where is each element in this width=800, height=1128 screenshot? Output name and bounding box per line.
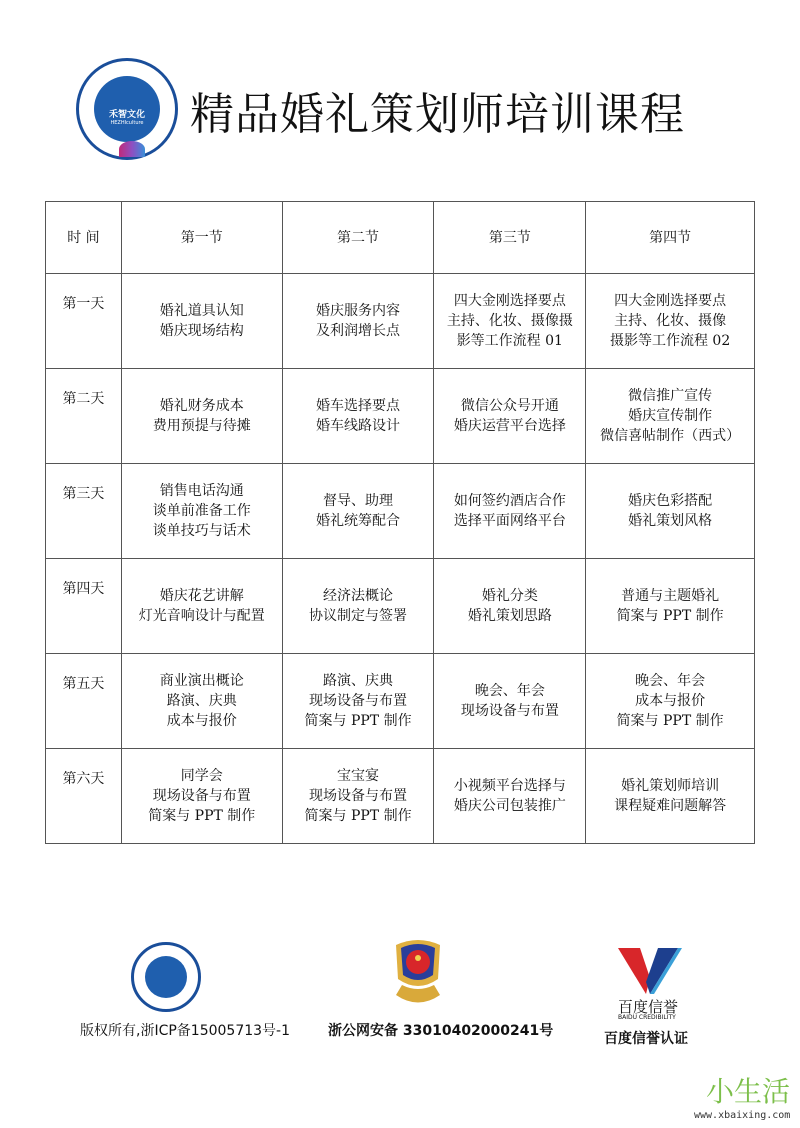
watermark-text: 小生活 [706,1075,791,1108]
day-label: 第四天 [46,559,122,654]
police-badge-icon [388,935,448,1007]
table-row [46,654,755,749]
session-cell: 婚庆色彩搭配 婚礼策划风格 [586,464,755,559]
session-cell: 婚礼分类 婚礼策划思路 [434,559,586,654]
footer-company-logo [131,942,201,1012]
day-label: 第三天 [46,464,122,559]
baidu-credibility-logo-icon [618,948,682,994]
watermark-url: www.xbaixing.com [694,1110,791,1121]
session-cell: 小视频平台选择与 婚庆公司包装推广 [434,749,586,844]
table-row [46,559,755,654]
session-cell: 宝宝宴 现场设备与布置 简案与 PPT 制作 [282,749,434,844]
session-cell: 普通与主题婚礼 简案与 PPT 制作 [586,559,755,654]
copyright-text: 版权所有,浙ICP备15005713号-1 [80,1023,291,1039]
session-cell: 婚礼道具认知 婚庆现场结构 [121,274,282,369]
session-cell: 微信推广宣传 婚庆宣传制作 微信喜帖制作（西式） [586,369,755,464]
watermark [668,1070,790,1121]
day-label: 第二天 [46,369,122,464]
column-header: 第一节 [121,202,282,274]
session-cell: 销售电话沟通 谈单前准备工作 谈单技巧与话术 [121,464,282,559]
column-header: 第二节 [282,202,434,274]
session-cell: 四大金刚选择要点 主持、化妆、摄像 摄影等工作流程 02 [586,274,755,369]
day-label: 第五天 [46,654,122,749]
session-cell: 督导、助理 婚礼统筹配合 [282,464,434,559]
session-cell: 婚庆花艺讲解 灯光音响设计与配置 [121,559,282,654]
baidu-cert-text: 百度信誉认证 [604,1031,688,1047]
session-cell: 同学会 现场设备与布置 简案与 PPT 制作 [121,749,282,844]
police-registration-text: 浙公网安备 33010402000241号 [328,1023,554,1039]
course-schedule-table [45,201,755,844]
session-cell: 晚会、年会 现场设备与布置 [434,654,586,749]
session-cell: 婚庆服务内容 及利润增长点 [282,274,434,369]
table-row [46,369,755,464]
session-cell: 商业演出概论 路演、庆典 成本与报价 [121,654,282,749]
page-title: 精品婚礼策划师培训课程 [190,89,685,140]
day-label: 第六天 [46,749,122,844]
column-header: 时 间 [46,202,122,274]
column-header: 第三节 [434,202,586,274]
session-cell: 婚礼财务成本 费用预提与待摊 [121,369,282,464]
table-row [46,749,755,844]
session-cell: 婚礼策划师培训 课程疑难问题解答 [586,749,755,844]
session-cell: 婚车选择要点 婚车线路设计 [282,369,434,464]
baidu-logo-text: 百度信誉 [618,998,679,1016]
table-row [46,464,755,559]
session-cell: 经济法概论 协议制定与签署 [282,559,434,654]
session-cell: 微信公众号开通 婚庆运营平台选择 [434,369,586,464]
baidu-logo-subtext: BAIDU CREDIBILITY [618,1014,676,1021]
table-row [46,274,755,369]
session-cell: 四大金刚选择要点 主持、化妆、摄像摄 影等工作流程 01 [434,274,586,369]
session-cell: 晚会、年会 成本与报价 简案与 PPT 制作 [586,654,755,749]
day-label: 第一天 [46,274,122,369]
column-header: 第四节 [586,202,755,274]
company-logo: 禾智文化 HEZHIculture [76,58,178,160]
session-cell: 路演、庆典 现场设备与布置 简案与 PPT 制作 [282,654,434,749]
session-cell: 如何签约酒店合作 选择平面网络平台 [434,464,586,559]
